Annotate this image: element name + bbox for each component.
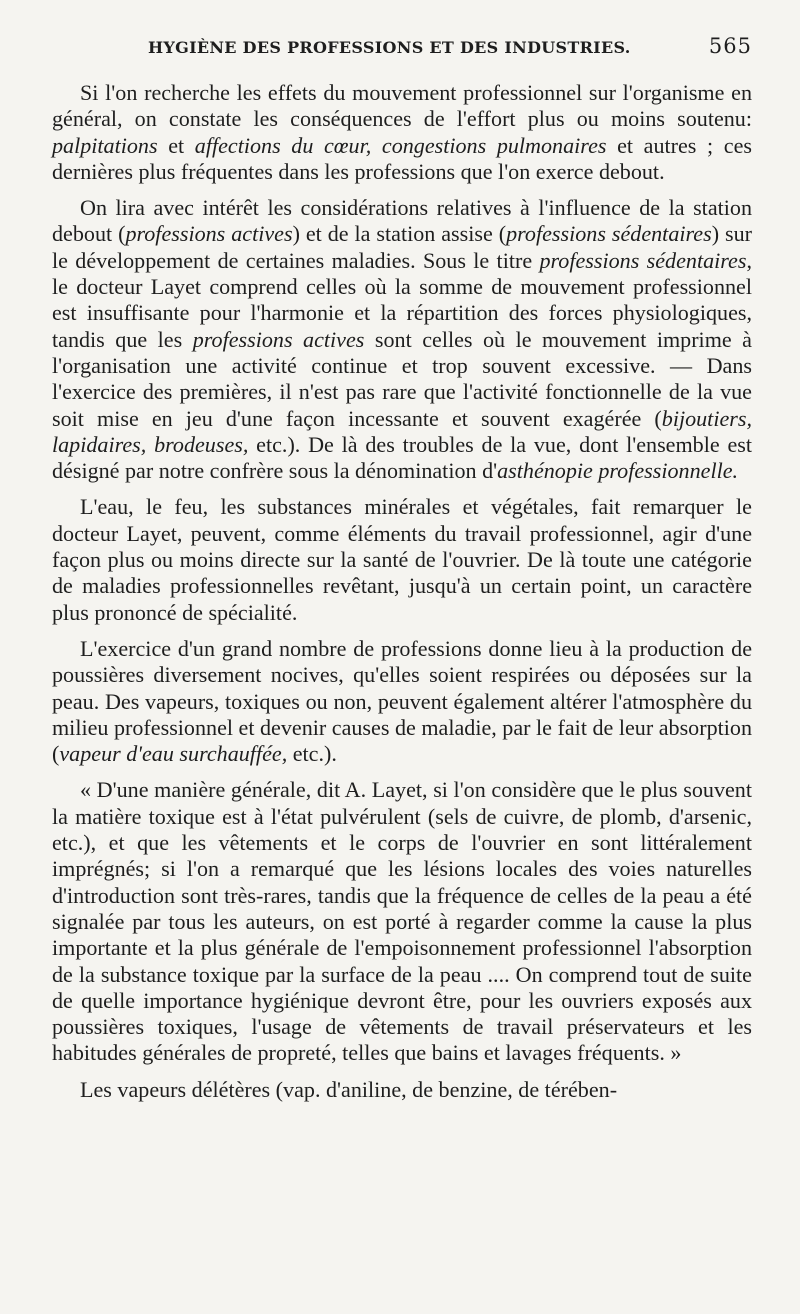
italic-text: affections du cœur, congestions pulmonaires [194, 132, 607, 158]
running-title: HYGIÈNE DES PROFESSIONS ET DES INDUSTRIES. [148, 38, 631, 57]
text-run: ) sur le développement de certaines maladies. Sous le titre [52, 221, 752, 273]
text-run: « D'une manière générale, dit A. Layet, si l'on considère que le plus souvent la matière toxique est à l'état pulvérulent (sels de cuivre, de plomb, d'arsenic, etc.), et que les vêtements et le corps de l'ouvrier en sont littéralement imprégnés; si l'on a remarqué que les lésions locales des voies naturelles d'introduction sont très-rares, tandis que la fréquence de celles de la peau a été signalée par tous les auteurs, on est porté à regarder comme la cause la plus importante et la plus générale de l'empoisonnement professionnel l'absorption de la substance toxique par la surface de la peau .... On comprend tout de suite de quelle importance hygiénique devront être, pour les ouvriers exposés aux poussières toxiques, l'usage de vêtements de travail préservateurs et les habitudes générales de propreté, telles que bains et lavages fréquents. » [52, 777, 752, 1066]
text-run: Si l'on recherche les effets du mouvement professionnel sur l'organisme en général, on constate les conséquences de l'effort plus ou moins soutenu: [52, 80, 752, 132]
paragraph [52, 636, 752, 767]
text-run: et autres ; ces dernières plus fréquentes dans les professions que l'on exerce debout. [52, 132, 752, 184]
italic-text: bijoutiers, lapidaires, brodeuses, [52, 405, 752, 457]
text-run: ) et de la station assise ( [292, 221, 507, 247]
paragraph [52, 195, 752, 484]
text-run: L'exercice d'un grand nombre de professions donne lieu à la production de poussières diversement nocives, qu'elles soient respirées ou déposées sur la peau. Des vapeurs, toxiques ou non, peuvent également altérer l'atmosphère du milieu professionnel et devenir causes de maladie, par le fait de leur absorption ( [52, 635, 752, 767]
text-run: etc.). [287, 741, 337, 767]
italic-text: professions sédentaires [539, 247, 747, 273]
text-run: et [157, 132, 195, 158]
text-run: etc.). De là des troubles de la vue, dont l'ensemble est désigné par notre confrère sous la dénomination d' [52, 431, 752, 484]
page-number: 565 [708, 34, 752, 58]
paragraph [52, 494, 752, 625]
italic-text: professions actives [192, 326, 365, 352]
text-run: Les vapeurs délétères (vap. d'aniline, de benzine, de térében- [80, 1076, 618, 1102]
text-run: sont celles où le mouvement imprime à l'organisation une activité continue et trop souvent excessive. — Dans l'exercice des premières, il n'est pas rare que l'activité fonctionnelle de la vue soit mise en jeu d'une façon incessante et souvent exagérée ( [52, 326, 752, 431]
italic-text: professions actives [125, 221, 293, 247]
italic-text: asthénopie professionnelle. [497, 458, 739, 484]
paragraph [52, 1077, 752, 1103]
text-run: , le docteur Layet comprend celles où la somme de mouvement professionnel est insuffisante pour l'harmonie et la répartition des forces physiologiques, tandis que les [52, 247, 752, 352]
italic-text: palpitations [52, 132, 158, 158]
body-text [52, 80, 752, 1103]
running-head [52, 34, 752, 80]
italic-text: vapeur d'eau surchauffée, [59, 741, 288, 767]
italic-text: professions sédentaires [506, 221, 712, 247]
text-run: On lira avec intérêt les considérations relatives à l'influence de la station debout ( [52, 195, 752, 247]
paragraph [52, 80, 752, 185]
paragraph [52, 777, 752, 1066]
text-run: L'eau, le feu, les substances minérales et végétales, fait remarquer le docteur Layet, peuvent, comme éléments du travail professionnel, agir d'une façon plus ou moins directe sur la santé de l'ouvrier. De là toute une catégorie de maladies professionnelles revêtant, jusqu'à un certain point, un caractère plus prononcé de spécialité. [52, 494, 752, 625]
